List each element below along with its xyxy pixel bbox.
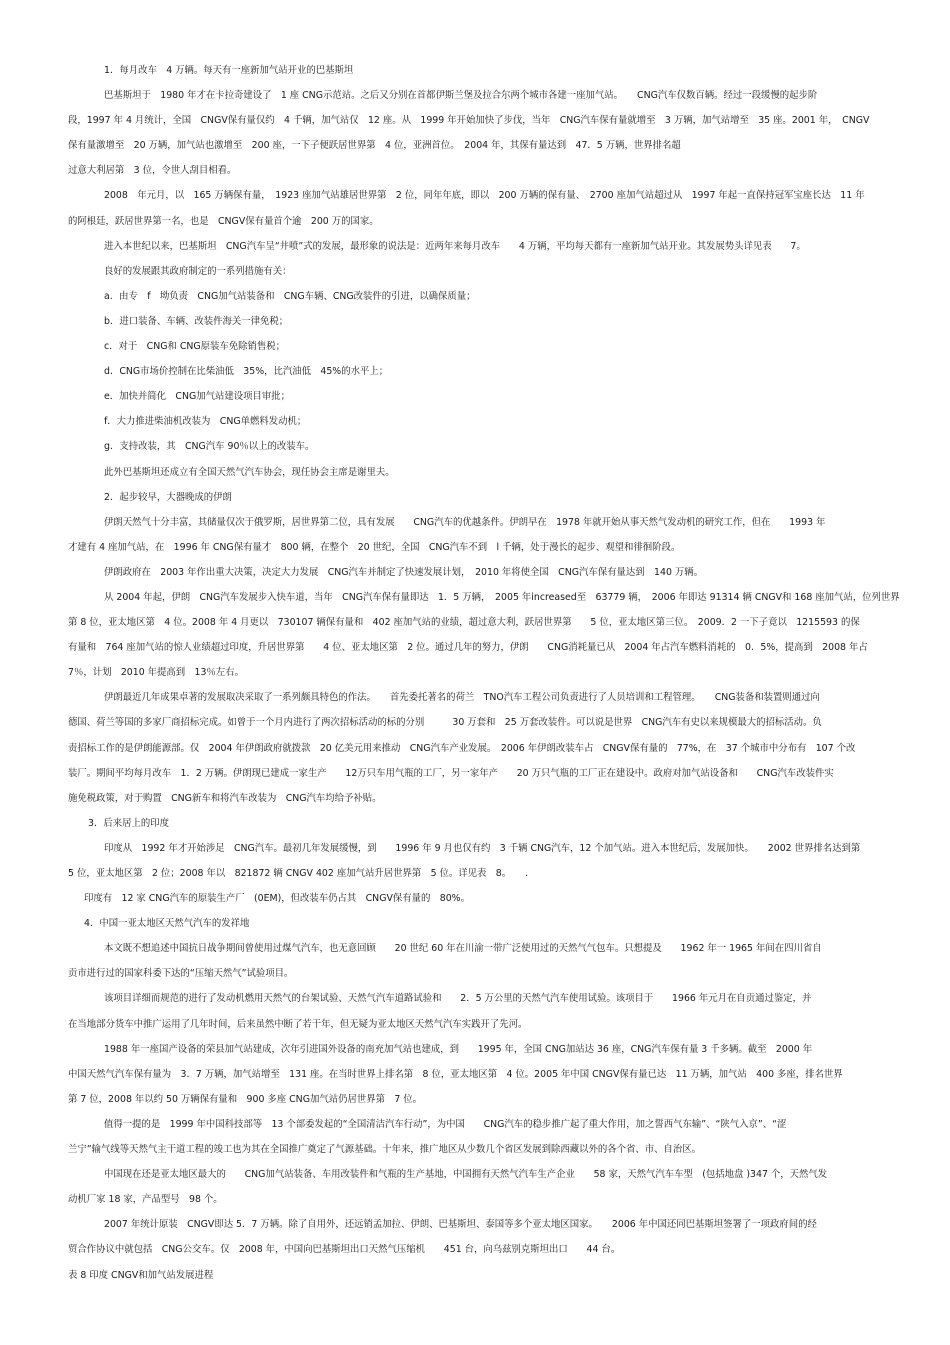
paragraph-line: 装厂。期间平均每月改车 1．2 万辆。伊朗现已建成一家生产 12万只车用气瓶的工厂，另一家年产 20 万只气瓶的工厂正在建设中。政府对加气站设备和 CNG汽车改装件实 xyxy=(68,767,834,779)
paragraph-line: 第 7 位，2008 年以约 50 万辆保有量和 900 多座 CNG加气站仍居世界第 7 位。 xyxy=(68,1093,423,1105)
paragraph-line: 5 位，亚太地区第 2 位；2008 年以 821872 辆 CNGV 402 座加气站升居世界第 5 位。详见表 8。 . xyxy=(68,868,529,879)
paragraph-line: 兰宁”输气线等天然气主干道工程的竣工也为其在全国推广奠定了气源基础。十年来，推广地区从少数几个省区发展到除西藏以外的各个省、市、自治区。 xyxy=(68,1144,701,1156)
list-item: a．由专 f 坳负责 CNG加气站装备和 CNG车辆、CNG改装件的引进，以确保质量； xyxy=(104,290,476,302)
paragraph-line: 从 2004 年起，伊朗 CNG汽车发展步入快车道，当年 CNG汽车保有量即达 1．5 万辆， 2005 年increased至 63779 辆， 2006 年即达 91314 辆 CNGV和 168 座加气站，位列世界 xyxy=(104,591,900,603)
paragraph-line: 7％，计划 2010 年提高到 13％左右。 xyxy=(68,667,244,679)
paragraph-line: 值得一提的是 1999 年中国科技部等 13 个部委发起的“全国清洁汽车行动”，为中国 CNG汽车的稳步推广起了重大作用，加之誓西气东输”、“陕气入京”、“涩 xyxy=(104,1118,787,1130)
paragraph-line: 2007 年统计原装 CNGV即达 5．7 万辆。除了自用外，还远销孟加拉、伊朗、巴基斯坦、泰国等多个亚太地区国家。 2006 年中国还同巴基斯坦签署了一项政府间的经 xyxy=(104,1219,817,1231)
paragraph-line: 贸合作协议中就包括 CNG公交车。仅 2008 年，中国向巴基斯坦出口天然气压缩机 451 台，向乌兹别克斯坦出口 44 台。 xyxy=(68,1244,621,1256)
paragraph-line: 贡市进行过的国家科委下达的“压缩天然气”试验项目。 xyxy=(68,968,294,980)
paragraph-line: 伊朗政府在 2003 年作出重大决策，决定大力发展 CNG汽车并制定了快速发展计划， 2010 年将使全国 CNG汽车保有量达到 140 万辆。 xyxy=(104,566,704,578)
paragraph-line: 该项目详细而规范的进行了发动机燃用天然气的台架试验、天然气汽车道路试验和 2．5 万公里的天然气汽车使用试验。该项目于 1966 年元月在自贡通过鉴定，并 xyxy=(104,993,812,1005)
paragraph-line: 进入本世纪以来，巴基斯坦 CNG汽车呈“井喷”式的发展，最形象的说法是：近两年来每月改车 4 万辆，平均每天都有一座新加气站开业。其发展势头详见表 7。 xyxy=(104,240,806,252)
paragraph-line: 印度有 12 家 CNG汽车的原装生产厂 (0EM)，但改装车仍占其 CNGV保有量的 80%。 xyxy=(84,893,470,905)
paragraph-line: 1988 年一座国产设备的荣县加气站建成，次年引进国外设备的南充加气站也建成，到 1995 年，全国 CNG加站达 36 座，CNG汽车保有量 3 千多辆。截至 2000 年 xyxy=(104,1043,813,1055)
paragraph-line: 中国现在还是亚太地区最大的 CNG加气站装备、车用改装件和气瓶的生产基地，中国拥有天然气汽车生产企业 58 家，天然气汽车车型 (包括地盘 )347 个，天然气发 xyxy=(104,1169,828,1181)
paragraph-line: 段，1997 年 4 月统计，全国 CNGV保有量仅约 4 千辆，加气站仅 12 座。从 1999 年开始加快了步伐，当年 CNG汽车保有量就增至 3 万辆，加气站增至 35 座。2001 年， CNGV xyxy=(68,115,870,127)
paragraph-line: 德国、荷兰等国的多家厂商招标完成。如曾于一个月内进行了两次招标活动的标的分别 30 万套和 25 万套改装件。可以说是世界 CNG汽车有史以来规模最大的招标活动。负 xyxy=(68,717,822,729)
paragraph-line: 过意大利居第 3 位，令世人刮目相看。 xyxy=(68,165,237,177)
paragraph-line: 第 8 位，亚太地区第 4 位。2008 年 4 月更以 730107 辆保有量和 402 座加气站的业绩，超过意大利，跃居世界第 5 位，亚太地区第三位。 2009．2 一下子竟以 1215593 的保 xyxy=(68,617,860,629)
section-heading-iran: 2．起步较早，大器晚成的伊朗 xyxy=(104,491,232,503)
paragraph-line: 印度从 1992 年才开始涉足 CNG汽车。最初几年发展缓慢，到 1996 年 9 月也仅有约 3 千辆 CNG汽车，12 个加气站。进入本世纪后，发展加快。 2002 世界排名达到第 xyxy=(104,842,861,854)
paragraph-line: 伊朗天然气十分丰富，其储量仅次于俄罗斯，居世界第二位，具有发展 CNG汽车的优越条件。伊朗早在 1978 年就开始从事天然气发动机的研究工作，但在 1993 年 xyxy=(104,516,826,528)
paragraph-line: 伊朗最近几年成果卓著的发展取决采取了一系列颇具特色的作法。 首先委托著名的荷兰 TNO汽车工程公司负责进行了人员培训和工程管理。 CNG装备和装置则通过向 xyxy=(104,692,820,704)
paragraph-line: 巴基斯坦于 1980 年才在卡拉奇建设了 1 座 CNG示范站。之后又分别在首都伊斯兰堡及拉合尔两个城市各建一座加气站。 CNG汽车仅数百辆。经过一段缓慢的起步阶 xyxy=(104,90,818,102)
section-heading-india: 3．后来居上的印度 xyxy=(88,817,169,829)
list-item: b．进口装备、车辆、改装件海关一律免税； xyxy=(104,315,289,327)
paragraph-line: 保有量激增至 20 万辆，加气站也激增至 200 座，一下子便跃居世界第 4 位，亚洲首位。 2004 年，其保有量达到 47．5 万辆，世界排名超 xyxy=(68,140,681,152)
paragraph-line: 在当地部分货车中推广运用了几年时间，后来虽然中断了若干年，但无疑为亚太地区天然气汽车实践开了先河。 xyxy=(68,1018,528,1030)
paragraph-line: 良好的发展跟其政府制定的一系列措施有关： xyxy=(104,265,292,277)
paragraph-line: 中国天然气汽车保有量为 3．7 万辆，加气站增至 131 座。在当时世界上排名第 8 位，亚太地区第 4 位。2005 年中国 CNGV保有量已达 11 万辆，加气站 400 多座，排名世界 xyxy=(68,1068,843,1080)
section-heading-pakistan: 1．每月改车 4 万辆。每天有一座新加气站开业的巴基斯坦 xyxy=(104,65,354,76)
list-item: e．加快并简化 CNG加气站建设项目审批； xyxy=(104,391,290,403)
list-item: c．对于 CNG和 CNG原装车免除销售税； xyxy=(104,341,286,353)
paragraph-line: 动机厂家 18 家，产品型号 98 个。 xyxy=(68,1194,223,1206)
table-caption: 表 8 印度 CNGV和加气站发展进程 xyxy=(68,1269,214,1281)
list-item: f．大力推进柴油机改装为 CNG单燃料发动机； xyxy=(104,416,307,428)
paragraph-line: 本文既不想追述中国抗日战争期间曾使用过煤气汽车，也无意回顾 20 世纪 60 年在川渝一带广泛使用过的天然气气包车。只想提及 1962 年一 1965 年间在四川省自 xyxy=(104,943,822,955)
paragraph-line: 有量和 764 座加气站的惊人业绩超过印度，升居世界第 4 位、亚太地区第 2 位。通过几年的努力，伊朗 CNG消耗量已从 2004 年占汽车燃料消耗的 0．5%，提高到 2008 年占 xyxy=(68,642,868,654)
list-item: d．CNG市场价控制在比柴油低 35%，比汽油低 45%的水平上； xyxy=(104,366,389,378)
paragraph-line: 此外巴基斯坦还成立有全国天然气汽车协会，现任协会主席是谢里夫。 xyxy=(104,466,395,478)
paragraph-line: 才建有 4 座加气站，在 1996 年 CNG保有量才 800 辆，在整个 20 世纪，全国 CNG汽车不到 l 千辆，处于漫长的起步、观望和徘徊阶段。 xyxy=(68,541,681,553)
section-heading-china: 4．中国一亚太地区天然气汽车的发祥地 xyxy=(84,918,250,930)
paragraph-line: 责招标工作的是伊朗能源部。仅 2004 年伊朗政府就拨款 20 亿美元用来推动 CNG汽车产业发展。 2006 年伊朗改装车占 CNGV保有量的 77%，在 37 个城市中分布有 107 个改 xyxy=(68,742,856,754)
paragraph-line: 2008 年元月，以 165 万辆保有量， 1923 座加气站雄居世界第 2 位，同年年底，即以 200 万辆的保有量、 2700 座加气站超过从 1997 年起一直保持冠军宝座长达 11 年 xyxy=(104,190,865,202)
paragraph-line: 的阿根廷，跃居世界第一名，也是 CNGV保有量首个逾 200 万的国家。 xyxy=(68,215,379,227)
list-item: g．支持改装，其 CNG汽车 90％以上的改装车。 xyxy=(104,441,315,453)
paragraph-line: 施免税政策，对于购置 CNG新车和将汽车改装为 CNG汽车均给予补贴。 xyxy=(68,792,382,804)
document-page xyxy=(0,58,950,1288)
